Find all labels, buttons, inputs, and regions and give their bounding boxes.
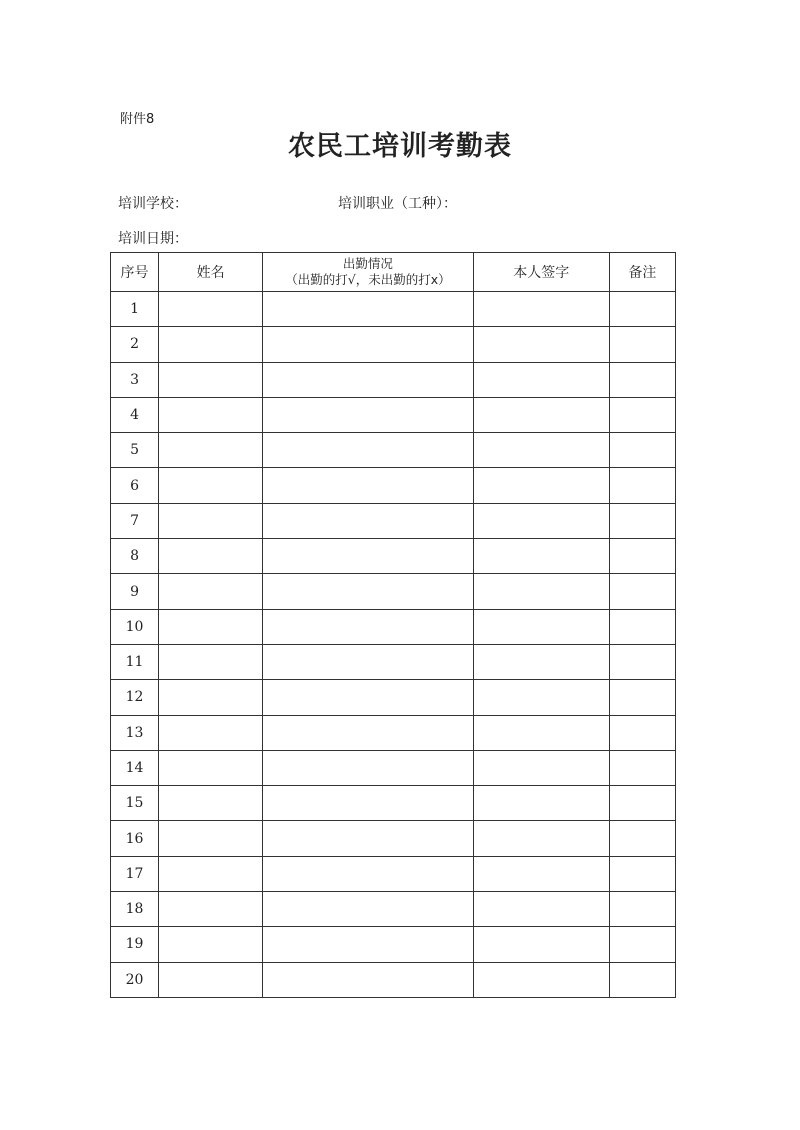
- row-seq-number: 5: [111, 433, 159, 468]
- header-name: 姓名: [159, 253, 263, 292]
- row-signature-cell[interactable]: [473, 786, 609, 821]
- attendance-table: [110, 252, 676, 998]
- row-name-cell[interactable]: [159, 644, 263, 679]
- row-seq-number: 17: [111, 856, 159, 891]
- row-signature-cell[interactable]: [473, 609, 609, 644]
- table-row: [111, 574, 676, 609]
- row-seq-number: 14: [111, 750, 159, 785]
- row-attendance-cell[interactable]: [263, 715, 473, 750]
- table-row: [111, 750, 676, 785]
- row-signature-cell[interactable]: [473, 962, 609, 997]
- row-seq-number: 18: [111, 892, 159, 927]
- table-row: [111, 609, 676, 644]
- row-attendance-cell[interactable]: [263, 962, 473, 997]
- row-signature-cell[interactable]: [473, 927, 609, 962]
- table-row: [111, 892, 676, 927]
- row-seq-number: 6: [111, 468, 159, 503]
- row-attendance-cell[interactable]: [263, 927, 473, 962]
- row-signature-cell[interactable]: [473, 362, 609, 397]
- row-attendance-cell[interactable]: [263, 503, 473, 538]
- row-attendance-cell[interactable]: [263, 539, 473, 574]
- row-remarks-cell[interactable]: [609, 292, 675, 327]
- row-seq-number: 20: [111, 962, 159, 997]
- row-remarks-cell[interactable]: [609, 327, 675, 362]
- row-seq-number: 1: [111, 292, 159, 327]
- row-attendance-cell[interactable]: [263, 750, 473, 785]
- row-remarks-cell[interactable]: [609, 397, 675, 432]
- row-name-cell[interactable]: [159, 892, 263, 927]
- row-name-cell[interactable]: [159, 927, 263, 962]
- row-signature-cell[interactable]: [473, 750, 609, 785]
- row-attendance-cell[interactable]: [263, 292, 473, 327]
- row-attendance-cell[interactable]: [263, 856, 473, 891]
- row-name-cell[interactable]: [159, 821, 263, 856]
- row-name-cell[interactable]: [159, 539, 263, 574]
- row-attendance-cell[interactable]: [263, 680, 473, 715]
- table-row: [111, 468, 676, 503]
- row-attendance-cell[interactable]: [263, 433, 473, 468]
- page-title: 农民工培训考勤表: [288, 131, 512, 162]
- row-remarks-cell[interactable]: [609, 715, 675, 750]
- table-row: [111, 539, 676, 574]
- table-row: [111, 856, 676, 891]
- attachment-label: 附件8: [120, 112, 155, 127]
- row-seq-number: 13: [111, 715, 159, 750]
- row-remarks-cell[interactable]: [609, 821, 675, 856]
- row-remarks-cell[interactable]: [609, 539, 675, 574]
- row-signature-cell[interactable]: [473, 292, 609, 327]
- row-remarks-cell[interactable]: [609, 680, 675, 715]
- row-remarks-cell[interactable]: [609, 574, 675, 609]
- training-date-label: 培训日期：: [118, 231, 188, 247]
- row-remarks-cell[interactable]: [609, 786, 675, 821]
- table-row: [111, 644, 676, 679]
- row-signature-cell[interactable]: [473, 397, 609, 432]
- row-seq-number: 7: [111, 503, 159, 538]
- row-signature-cell[interactable]: [473, 644, 609, 679]
- row-seq-number: 11: [111, 644, 159, 679]
- row-signature-cell[interactable]: [473, 715, 609, 750]
- row-signature-cell[interactable]: [473, 503, 609, 538]
- table-row: [111, 362, 676, 397]
- header-seq: 序号: [111, 253, 159, 292]
- row-name-cell[interactable]: [159, 362, 263, 397]
- table-header-row: [111, 253, 676, 292]
- header-attendance-note: （出勤的打√，未出勤的打x）: [285, 272, 451, 287]
- row-name-cell[interactable]: [159, 468, 263, 503]
- row-seq-number: 9: [111, 574, 159, 609]
- table-row: [111, 397, 676, 432]
- row-remarks-cell[interactable]: [609, 856, 675, 891]
- table-row: [111, 786, 676, 821]
- table-row: [111, 327, 676, 362]
- row-seq-number: 16: [111, 821, 159, 856]
- row-name-cell[interactable]: [159, 856, 263, 891]
- row-name-cell[interactable]: [159, 962, 263, 997]
- row-remarks-cell[interactable]: [609, 962, 675, 997]
- row-remarks-cell[interactable]: [609, 609, 675, 644]
- row-name-cell[interactable]: [159, 433, 263, 468]
- row-signature-cell[interactable]: [473, 327, 609, 362]
- row-remarks-cell[interactable]: [609, 433, 675, 468]
- table-row: [111, 715, 676, 750]
- row-signature-cell[interactable]: [473, 856, 609, 891]
- attendance-table-body: [111, 292, 676, 998]
- row-signature-cell[interactable]: [473, 821, 609, 856]
- row-attendance-cell[interactable]: [263, 821, 473, 856]
- row-signature-cell[interactable]: [473, 574, 609, 609]
- header-attendance: [263, 253, 473, 292]
- row-signature-cell[interactable]: [473, 468, 609, 503]
- table-row: [111, 433, 676, 468]
- row-remarks-cell[interactable]: [609, 927, 675, 962]
- row-name-cell[interactable]: [159, 397, 263, 432]
- row-remarks-cell[interactable]: [609, 644, 675, 679]
- row-attendance-cell[interactable]: [263, 327, 473, 362]
- table-row: [111, 927, 676, 962]
- row-name-cell[interactable]: [159, 750, 263, 785]
- row-name-cell[interactable]: [159, 503, 263, 538]
- row-signature-cell[interactable]: [473, 680, 609, 715]
- header-signature: 本人签字: [473, 253, 609, 292]
- row-signature-cell[interactable]: [473, 892, 609, 927]
- table-row: [111, 292, 676, 327]
- row-attendance-cell[interactable]: [263, 892, 473, 927]
- row-name-cell[interactable]: [159, 786, 263, 821]
- row-attendance-cell[interactable]: [263, 786, 473, 821]
- header-remarks: 备注: [609, 253, 675, 292]
- row-remarks-cell[interactable]: [609, 892, 675, 927]
- row-seq-number: 12: [111, 680, 159, 715]
- row-seq-number: 19: [111, 927, 159, 962]
- row-name-cell[interactable]: [159, 680, 263, 715]
- row-attendance-cell[interactable]: [263, 574, 473, 609]
- row-name-cell[interactable]: [159, 715, 263, 750]
- row-remarks-cell[interactable]: [609, 503, 675, 538]
- row-name-cell[interactable]: [159, 609, 263, 644]
- row-name-cell[interactable]: [159, 292, 263, 327]
- row-seq-number: 3: [111, 362, 159, 397]
- row-attendance-cell[interactable]: [263, 609, 473, 644]
- row-remarks-cell[interactable]: [609, 362, 675, 397]
- training-school-label: 培训学校：: [118, 196, 188, 212]
- row-remarks-cell[interactable]: [609, 750, 675, 785]
- table-row: [111, 503, 676, 538]
- table-row: [111, 962, 676, 997]
- row-attendance-cell[interactable]: [263, 644, 473, 679]
- row-seq-number: 4: [111, 397, 159, 432]
- row-signature-cell[interactable]: [473, 539, 609, 574]
- row-attendance-cell[interactable]: [263, 468, 473, 503]
- table-row: [111, 821, 676, 856]
- row-attendance-cell[interactable]: [263, 362, 473, 397]
- row-seq-number: 8: [111, 539, 159, 574]
- table-row: [111, 680, 676, 715]
- row-attendance-cell[interactable]: [263, 397, 473, 432]
- row-seq-number: 10: [111, 609, 159, 644]
- header-attendance-title: 出勤情况: [342, 256, 393, 271]
- row-seq-number: 15: [111, 786, 159, 821]
- row-seq-number: 2: [111, 327, 159, 362]
- row-remarks-cell[interactable]: [609, 468, 675, 503]
- row-name-cell[interactable]: [159, 327, 263, 362]
- row-signature-cell[interactable]: [473, 433, 609, 468]
- row-name-cell[interactable]: [159, 574, 263, 609]
- training-occupation-label: 培训职业（工种）：: [338, 196, 457, 212]
